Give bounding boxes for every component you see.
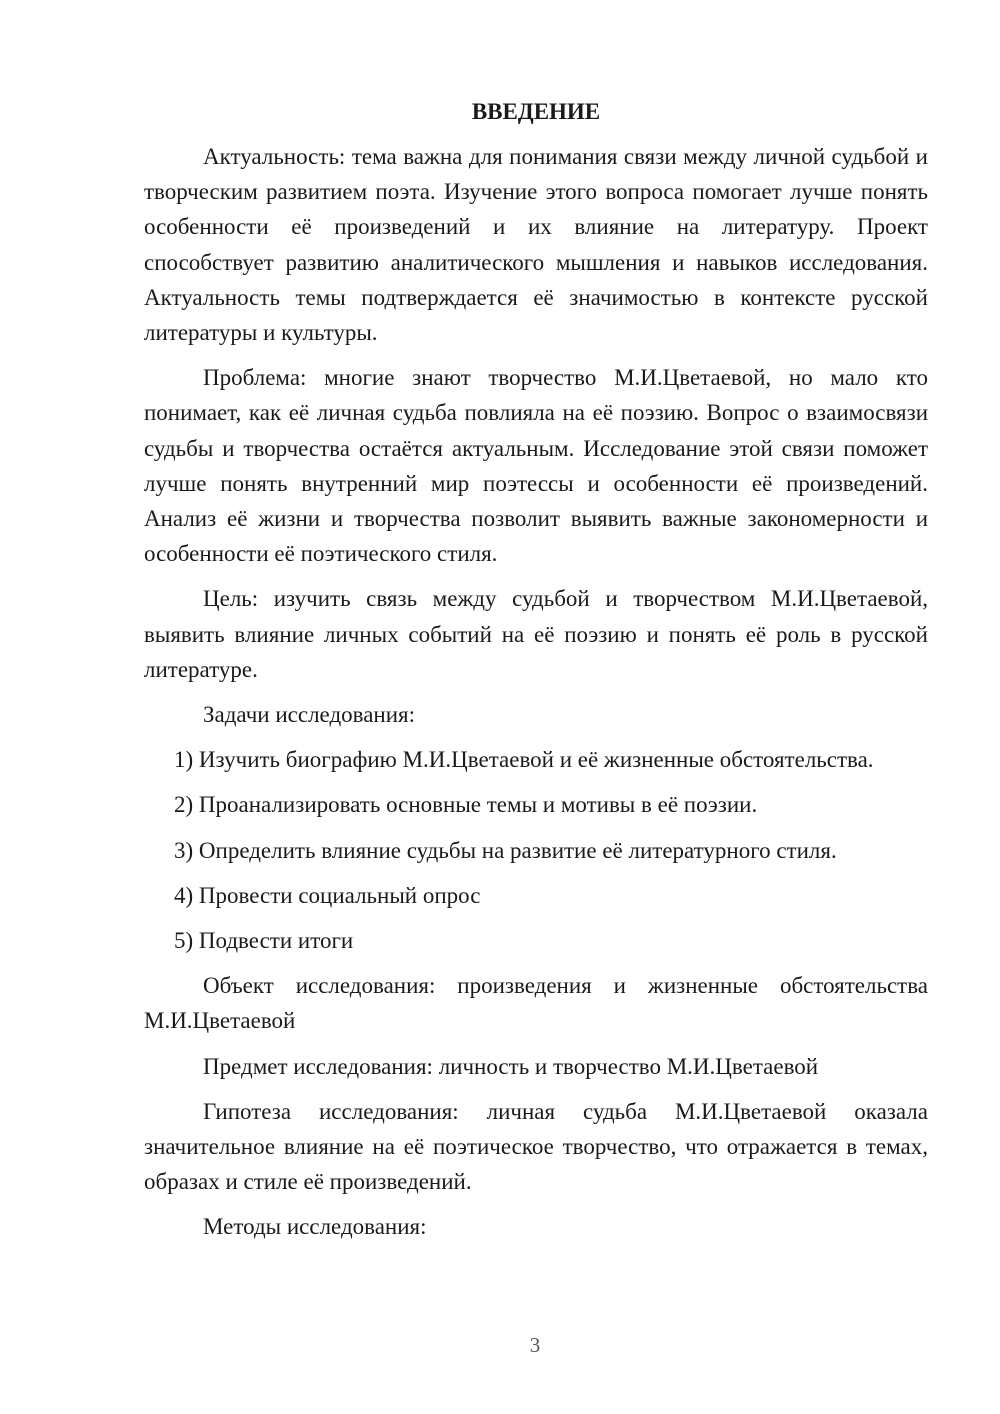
- section-heading: ВВЕДЕНИЕ: [471, 99, 601, 124]
- task-item-1: 1) Изучить биографию М.И.Цветаевой и её жизненные обстоятельства.: [174, 747, 874, 773]
- hypothesis-paragraph: Гипотеза исследования: личная судьба М.И.Цветаевой оказала значительное влияние на её поэтическое творчество, что отражается в темах, образах и стиле её произведений.: [144, 1098, 928, 1195]
- methods-heading: Методы исследования:: [203, 1214, 427, 1240]
- object-paragraph: Объект исследования: произведения и жизненные обстоятельства М.И.Цветаевой: [144, 973, 928, 1034]
- page-number: 3: [529, 1333, 541, 1357]
- page-body: [144, 94, 928, 1255]
- task-item-4: 4) Провести социальный опрос: [174, 882, 481, 908]
- goal-paragraph: Цель: изучить связь между судьбой и творчеством М.И.Цветаевой, выявить влияние личных событий на её поэзию и понять её роль в русской литературе.: [144, 586, 928, 682]
- subject-paragraph: Предмет исследования: личность и творчество М.И.Цветаевой: [203, 1053, 819, 1079]
- task-item-5: 5) Подвести итоги: [174, 928, 354, 954]
- tasks-heading: Задачи исследования:: [203, 702, 416, 728]
- relevance-paragraph: Актуальность: тема важна для понимания связи между личной судьбой и творческим развитием поэта. Изучение этого вопроса помогает лучше понять особенности её произведений и их влияние на литературу. Проект способствует развитию аналитического мышления и навыков исследования. Актуальность темы подтверждается её значимостью в контексте русской литературы и культуры.: [144, 144, 928, 346]
- task-item-2: 2) Проанализировать основные темы и мотивы в её поэзии.: [174, 792, 758, 818]
- problem-paragraph: Проблема: многие знают творчество М.И.Цветаевой, но мало кто понимает, как её личная судьба повлияла на её поэзию. Вопрос о взаимосвязи судьбы и творчества остаётся актуальным. Исследование этой связи поможет лучше понять внутренний мир поэтессы и особенности её произведений. Анализ её жизни и творчества позволит выявить важные закономерности и особенности её поэтического стиля.: [144, 365, 928, 567]
- task-item-3: 3) Определить влияние судьбы на развитие её литературного стиля.: [174, 837, 837, 863]
